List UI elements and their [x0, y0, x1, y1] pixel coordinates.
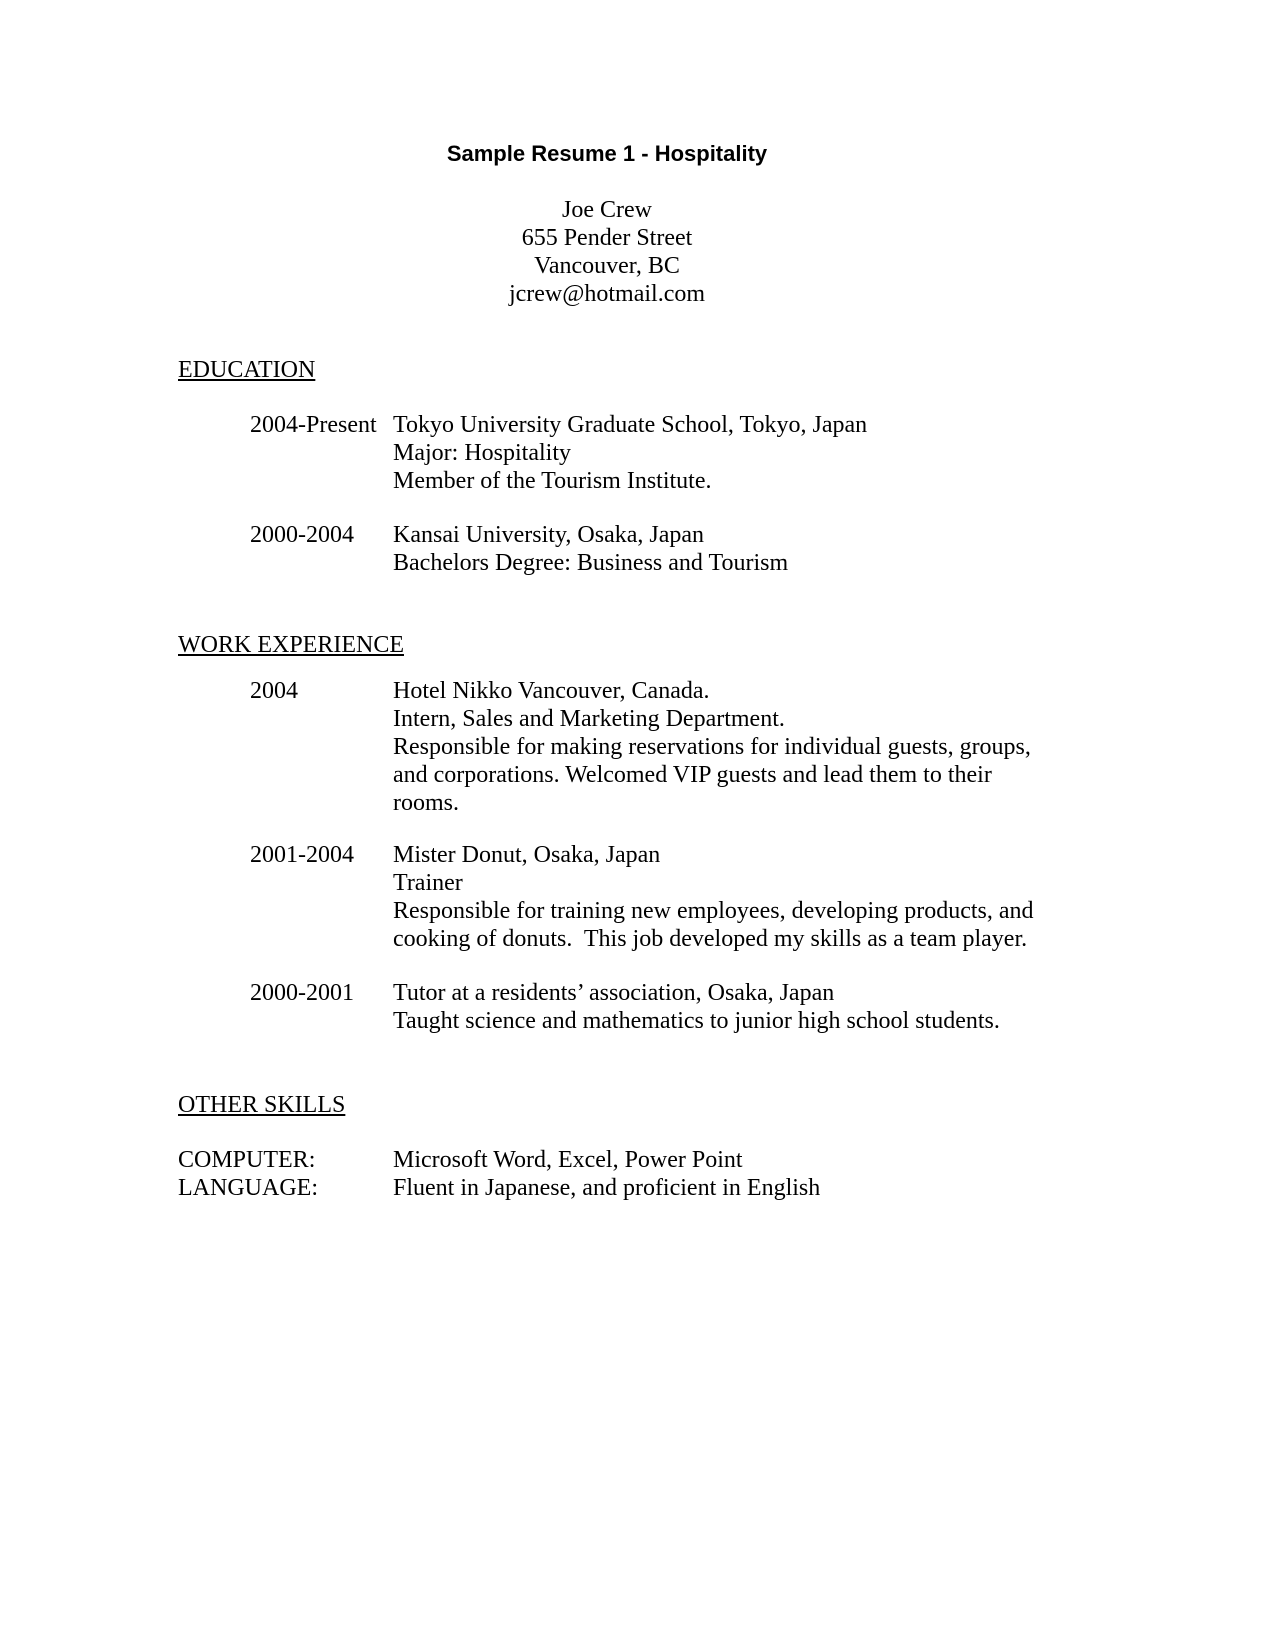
entry-details: [393, 677, 1036, 817]
entry-line: Major: Hospitality: [393, 440, 571, 466]
entry-line: Taught science and mathematics to junior high school students.: [393, 1008, 1000, 1034]
resume-page: [178, 0, 1036, 1202]
entry-line: Kansai University, Osaka, Japan: [393, 522, 705, 548]
contact-email: jcrew@hotmail.com: [508, 281, 706, 307]
work-experience-entry: [178, 979, 1036, 1035]
skill-label: COMPUTER:: [178, 1147, 316, 1173]
contact-street: 655 Pender Street: [521, 225, 693, 251]
entry-dates: 2000-2001: [250, 980, 354, 1006]
entry-line: Bachelors Degree: Business and Tourism: [393, 550, 789, 576]
entry-dates: 2000-2004: [250, 522, 354, 548]
skill-value: Fluent in Japanese, and proficient in English: [393, 1175, 821, 1201]
entry-details: [393, 979, 1036, 1035]
page-title: Sample Resume 1 - Hospitality: [446, 141, 768, 166]
entry-line: cooking of donuts. This job developed my skills as a team player.: [393, 926, 1028, 952]
entry-line: Member of the Tourism Institute.: [393, 468, 712, 494]
work-experience-entry: [178, 841, 1036, 953]
work-experience-entry: [178, 677, 1036, 817]
contact-block: [178, 196, 1036, 308]
entry-line: Trainer: [393, 870, 463, 896]
education-entry: [178, 521, 1036, 577]
entry-dates: 2004: [250, 678, 298, 704]
section-heading-other-skills: OTHER SKILLS: [178, 1092, 346, 1118]
skill-value: Microsoft Word, Excel, Power Point: [393, 1147, 743, 1173]
entry-line: rooms.: [393, 790, 459, 816]
skill-label: LANGUAGE:: [178, 1175, 318, 1201]
entry-line: Tutor at a residents’ association, Osaka, Japan: [393, 980, 835, 1006]
education-entry: [178, 411, 1036, 495]
skill-row: [178, 1146, 1036, 1174]
entry-details: [393, 521, 1036, 577]
section-heading-education: EDUCATION: [178, 357, 316, 383]
entry-line: Hotel Nikko Vancouver, Canada.: [393, 678, 710, 704]
contact-city: Vancouver, BC: [534, 253, 680, 279]
other-skills-table: [178, 1146, 1036, 1202]
entry-line: Mister Donut, Osaka, Japan: [393, 842, 661, 868]
entry-line: Responsible for training new employees, developing products, and: [393, 898, 1034, 924]
entry-dates: 2001-2004: [250, 842, 354, 868]
section-heading-work-experience: WORK EXPERIENCE: [178, 632, 404, 658]
skill-row: [178, 1174, 1036, 1202]
entry-line: Intern, Sales and Marketing Department.: [393, 706, 785, 732]
entry-dates: 2004-Present: [250, 412, 377, 438]
entry-details: [393, 411, 1036, 495]
entry-line: Tokyo University Graduate School, Tokyo, Japan: [393, 412, 868, 438]
entry-line: and corporations. Welcomed VIP guests and lead them to their: [393, 762, 992, 788]
entry-line: Responsible for making reservations for individual guests, groups,: [393, 734, 1031, 760]
entry-details: [393, 841, 1036, 953]
contact-name: Joe Crew: [562, 197, 652, 223]
